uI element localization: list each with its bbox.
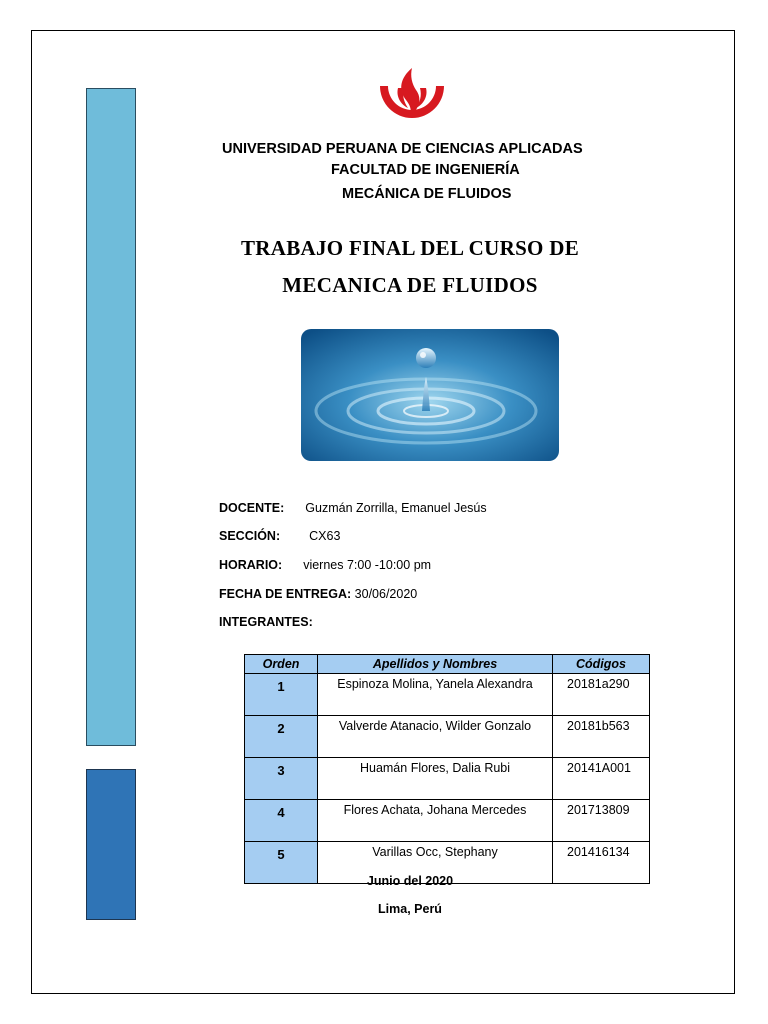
header-codigos: Códigos — [553, 655, 650, 674]
orden-cell: 4 — [245, 800, 318, 842]
header-nombres: Apellidos y Nombres — [318, 655, 553, 674]
decorative-bar-dark — [86, 769, 136, 920]
horario-value: viernes 7:00 -10:00 pm — [303, 558, 432, 572]
decorative-bar-light — [86, 88, 136, 746]
codigo-cell: 20141A001 — [553, 758, 650, 800]
university-logo-icon — [376, 66, 448, 132]
codigo-cell: 20181b563 — [553, 716, 650, 758]
docente-value: Guzmán Zorrilla, Emanuel Jesús — [305, 501, 487, 515]
table-row — [245, 758, 650, 800]
horario-row — [219, 558, 431, 572]
table-row — [245, 674, 650, 716]
seccion-row — [219, 529, 340, 543]
seccion-value: CX63 — [309, 529, 341, 543]
nombre-cell: Espinoza Molina, Yanela Alexandra — [318, 674, 553, 716]
footer-place: Lima, Perú — [378, 902, 442, 916]
codigo-cell: 201713809 — [553, 800, 650, 842]
orden-cell: 2 — [245, 716, 318, 758]
codigo-cell: 201416134 — [553, 842, 650, 884]
fecha-row — [219, 587, 417, 601]
seccion-label: SECCIÓN: — [219, 529, 281, 543]
horario-label: HORARIO: — [219, 558, 283, 572]
codigo-cell: 20181a290 — [553, 674, 650, 716]
footer-date: Junio del 2020 — [366, 874, 454, 888]
nombre-cell: Valverde Atanacio, Wilder Gonzalo — [318, 716, 553, 758]
nombre-cell: Varillas Occ, Stephany — [318, 842, 553, 884]
course-name: MECÁNICA DE FLUIDOS — [342, 186, 512, 202]
university-name: UNIVERSIDAD PERUANA DE CIENCIAS APLICADAS — [222, 141, 583, 157]
orden-cell: 3 — [245, 758, 318, 800]
fecha-label: FECHA DE ENTREGA: — [219, 587, 352, 601]
docente-row — [219, 501, 487, 515]
members-table — [244, 654, 650, 884]
table-row — [245, 800, 650, 842]
document-title-line1: TRABAJO FINAL DEL CURSO DE — [240, 236, 580, 260]
orden-cell: 1 — [245, 674, 318, 716]
table-row — [245, 716, 650, 758]
fecha-value: 30/06/2020 — [354, 587, 418, 601]
integrantes-label: INTEGRANTES: — [219, 615, 313, 629]
orden-cell: 5 — [245, 842, 318, 884]
nombre-cell: Flores Achata, Johana Mercedes — [318, 800, 553, 842]
integrantes-label-row — [219, 615, 313, 629]
faculty-name: FACULTAD DE INGENIERÍA — [331, 162, 520, 178]
document-title-line2: MECANICA DE FLUIDOS — [282, 273, 538, 297]
docente-label: DOCENTE: — [219, 501, 285, 515]
water-drop-image — [301, 329, 559, 461]
table-header-row — [245, 655, 650, 674]
nombre-cell: Huamán Flores, Dalia Rubi — [318, 758, 553, 800]
header-orden: Orden — [245, 655, 318, 674]
